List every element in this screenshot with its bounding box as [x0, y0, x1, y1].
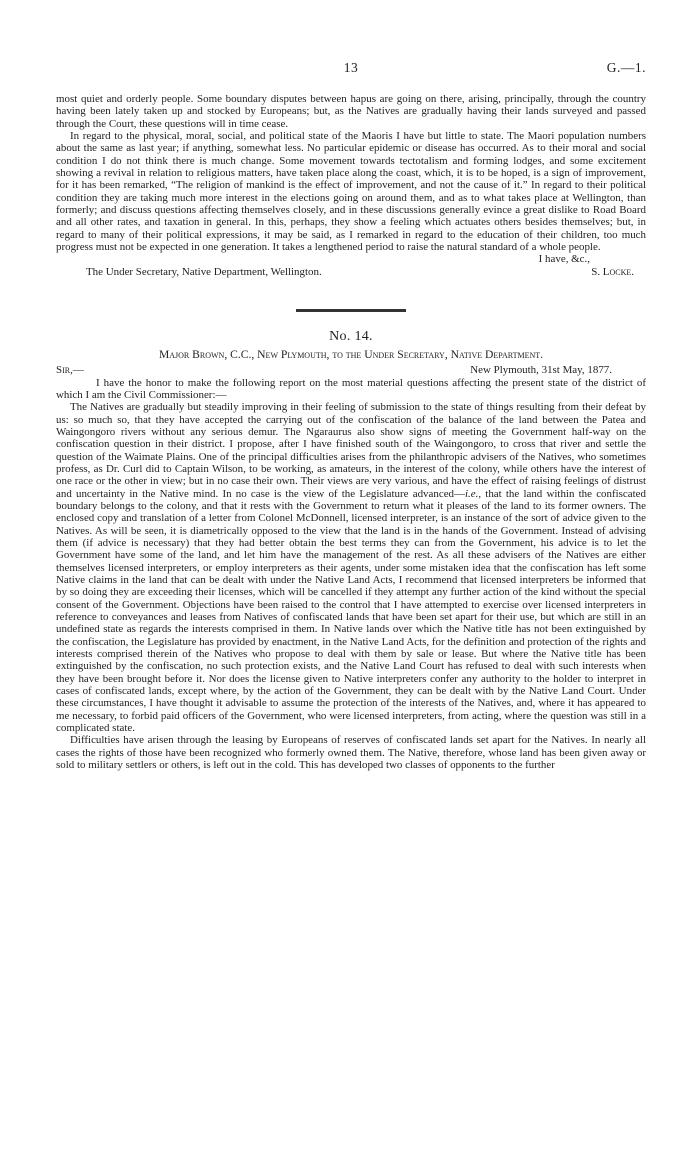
paragraph-leasing: Difficulties have arisen through the leasing by Europeans of reserves of confiscated lands set apart for the Natives. In nearly all cases the rights of those have been recognized who formerly owned them. The Native, therefore, whose land has been given away or sold to military settlers or others, is left out in the cold. This has developed two classes of opponents to the further: [56, 734, 646, 772]
page-body: [56, 93, 646, 772]
section-divider: [296, 309, 406, 312]
closing-line: I have, &c.,: [538, 253, 590, 266]
ie-abbreviation: i.e.,: [464, 487, 482, 500]
signature: S. Locke.: [591, 265, 634, 278]
paragraph-continued: most quiet and orderly people. Some boundary disputes between hapus are going on there, arising, principally, through the country having been lately taken up and stocked by Europeans; but, as the Natives are gradually having their lands surveyed and passed through the Court, these questions will in time cease.: [56, 93, 646, 130]
salutation: Sir,—: [56, 363, 84, 376]
paragraph-confiscation-part-2: that the land within the confiscated boundary belongs to the colony, and that it rests with the Government to return what it pleases of the land to its former owners. The enclosed copy and translation of a letter from Colonel McDonnell, licensed interpreter, is an instance of the sort of advice given to the Natives. As will be seen, it is diametrically opposed to the view that the land is in the hands of the Government. Instead of advising them (if advice is necessary) that they had better obtain the best terms they can from the Government, his advice is to let the Government have some of the land, and let him have the management of the rest. As all these advisers of the Natives are either themselves licensed interpreters, or employ interpreters as their agents, under some mistaken idea that the confiscation has left some Native claims in the land that can be dealt with under the Native Land Acts, I recommend that licensed interpreters be informed that by so doing they are exceeding their licenses, which will be cancelled if they attempt any further action of the kind without the special consent of the Government. Objections have been raised to the control that I have attempted to exercise over licensed interpreters in reference to conveyances and leases from Natives of confiscated lands that have been set apart for their use, but which are still in an undefined state as regards the interests comprised in them. In Native lands over which the Native title has not been extinguished by the confiscation, the Legislature has provided by enactment, in the Native Land Acts, for the definition and protection of the rights and interests comprised therein of the Natives who propose to deal with them by sale or lease. But where the Native title has been extinguished by the confiscation, no such protection exists, and the Native Land Court has refused to deal with such interests when they have been brought before it. Nor does the license given to Native interpreters confer any authority to the holder to interpret in cases of confiscated lands, except where, by the action of the Government, they can be dealt with by the Native Land Court. Under these circumstances, I have thought it advisable to assume the protection of the interests of the Natives, and, where it has appeared to me necessary, to forbid paid officers of the Government, who were licensed interpreters, from acting, where the question was still in a complicated state.: [56, 487, 647, 735]
letter-title: No. 14.: [329, 328, 373, 344]
paragraph-confiscation: [56, 401, 646, 734]
paragraph-maori-state: In regard to the physical, moral, social, and political state of the Maoris I have but little to state. The Maori population numbers about the same as last year; if anything, somewhat less. No particular epidemic or disease has occurred. As to their moral and social condition I do not think there is much change. Some movement towards tectotalism and forming lodges, and some excitement showing a revival in relation to religious matters, have taken place along the coast, which, it is to be hoped, is a sign of improvement, for it has been remarked, “The religion of mankind is the effect of improvement, and not the cause of it.” In regard to their political condition they are taking much more interest in the elections going on around them, and as to what takes place at Wellington, than formerly; and discuss questions affecting themselves closely, and in these discussions generally evince a great dislike to Road Board and all other rates, and taxation in general. In this, perhaps, they show a feeling which actuates others besides themselves; but, in regard to many of their political expressions, it may be said, as I remarked in regard to the education of their children, too much progress must not be expected in one generation. It takes a lengthened period to raise the natural standard of a whole people.: [56, 130, 646, 254]
addressee: The Under Secretary, Native Department, Wellington.: [86, 265, 322, 278]
addressee-signature-line: [86, 266, 646, 279]
paragraph-confiscation-part-1: The Natives are gradually but steadily improving in their feeling of submission to the state of things resulting from their defeat by us: so much so, that they have accepted the carrying out of the confiscation of the balance of the land between the Patea and Waingongoro rivers without any serious demur. The Ngaraurus also show signs of meeting the Government half-way on the confiscation question in their district. I propose, after I have finished south of the Waingongoro, to cross that river and settle the question of the Waimate Plains. One of the principal difficulties arises from the philanthropic advisers of the Natives, who sometimes profess, as Dr. Curl did to Captain Wilson, to be working, as amateurs, in the interest of the colony, while others have the interest of one race or the other in view; but in no case their own. Their views are very various, and have the effect of raising feelings of distrust and uncertainty in the Native mind. In no case is the view of the Legislature advanced—: [56, 401, 646, 500]
letter-intro: I have the honor to make the following report on the most material questions affecting the present state of the district of which I am the Civil Commissioner:—: [56, 376, 646, 401]
letter-heading: Major Brown, C.C., New Plymouth, to the Under Secretary, Native Department.: [158, 348, 544, 362]
page-number: 13: [343, 60, 359, 75]
place-date: New Plymouth, 31st May, 1877.: [470, 363, 612, 376]
document-reference: G.—1.: [606, 60, 646, 75]
salutation-dateline: [56, 364, 646, 377]
page-header: [56, 60, 646, 78]
